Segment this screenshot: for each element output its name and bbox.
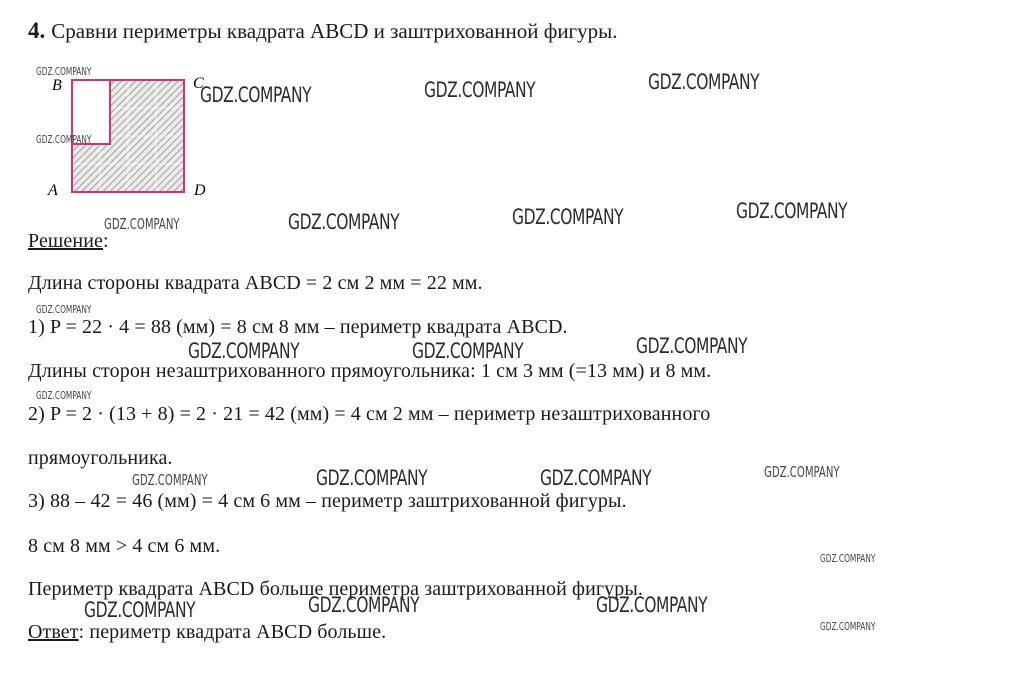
solution-line-6: 3) 88 – 42 = 46 (мм) = 4 см 6 мм – периметр заштрихованной фигуры. bbox=[28, 490, 627, 512]
answer-label: Ответ bbox=[28, 621, 79, 643]
watermark: GDZ.COMPANY bbox=[132, 471, 208, 489]
watermark: GDZ.COMPANY bbox=[36, 389, 92, 402]
solution-line-2: 1) P = 22 · 4 = 88 (мм) = 8 см 8 мм – периметр квадрата ABCD. bbox=[28, 316, 568, 338]
task-number: 4. bbox=[28, 18, 46, 43]
watermark: GDZ.COMPANY bbox=[412, 339, 524, 363]
watermark: GDZ.COMPANY bbox=[84, 598, 196, 622]
task-text: Сравни периметры квадрата ABCD и заштрихованной фигуры. bbox=[51, 19, 618, 43]
solution-heading-colon: : bbox=[103, 230, 109, 252]
watermark: GDZ.COMPANY bbox=[36, 303, 92, 316]
solution-heading-label: Решение bbox=[28, 230, 103, 252]
watermark: GDZ.COMPANY bbox=[200, 83, 312, 107]
watermark: GDZ.COMPANY bbox=[648, 70, 760, 94]
watermark: GDZ.COMPANY bbox=[316, 466, 428, 490]
watermark: GDZ.COMPANY bbox=[636, 334, 748, 358]
watermark: GDZ.COMPANY bbox=[512, 205, 624, 229]
watermark: GDZ.COMPANY bbox=[36, 133, 92, 146]
label-c: C bbox=[193, 75, 204, 92]
solution-line-5: прямоугольника. bbox=[28, 447, 173, 469]
watermark: GDZ.COMPANY bbox=[308, 593, 420, 617]
solution-line-7: 8 см 8 мм > 4 см 6 мм. bbox=[28, 535, 221, 557]
answer-text: : периметр квадрата ABCD больше. bbox=[78, 621, 387, 643]
watermark: GDZ.COMPANY bbox=[820, 620, 876, 633]
watermark: GDZ.COMPANY bbox=[104, 215, 180, 233]
solution-line-1: Длина стороны квадрата ABCD = 2 см 2 мм = 22 мм. bbox=[28, 272, 483, 294]
label-d: D bbox=[194, 182, 206, 199]
watermark: GDZ.COMPANY bbox=[820, 552, 876, 565]
solution-heading bbox=[28, 230, 109, 253]
watermark: GDZ.COMPANY bbox=[736, 199, 848, 223]
watermark: GDZ.COMPANY bbox=[764, 463, 840, 481]
watermark: GDZ.COMPANY bbox=[188, 339, 300, 363]
watermark: GDZ.COMPANY bbox=[540, 466, 652, 490]
answer-line bbox=[28, 621, 386, 644]
task-heading bbox=[28, 18, 618, 44]
watermark: GDZ.COMPANY bbox=[288, 210, 400, 234]
solution-line-8: Периметр квадрата ABCD больше периметра заштрихованной фигуры. bbox=[28, 578, 644, 600]
watermark: GDZ.COMPANY bbox=[596, 593, 708, 617]
label-a: A bbox=[48, 182, 58, 199]
solution-line-4: 2) P = 2 · (13 + 8) = 2 · 21 = 42 (мм) = 4 см 2 мм – периметр незаштрихованного bbox=[28, 403, 711, 425]
watermark: GDZ.COMPANY bbox=[36, 65, 92, 78]
label-b: B bbox=[52, 77, 62, 94]
solution-line-3: Длины сторон незаштрихованного прямоугольника: 1 см 3 мм (=13 мм) и 8 мм. bbox=[28, 360, 712, 382]
watermark: GDZ.COMPANY bbox=[424, 78, 536, 102]
